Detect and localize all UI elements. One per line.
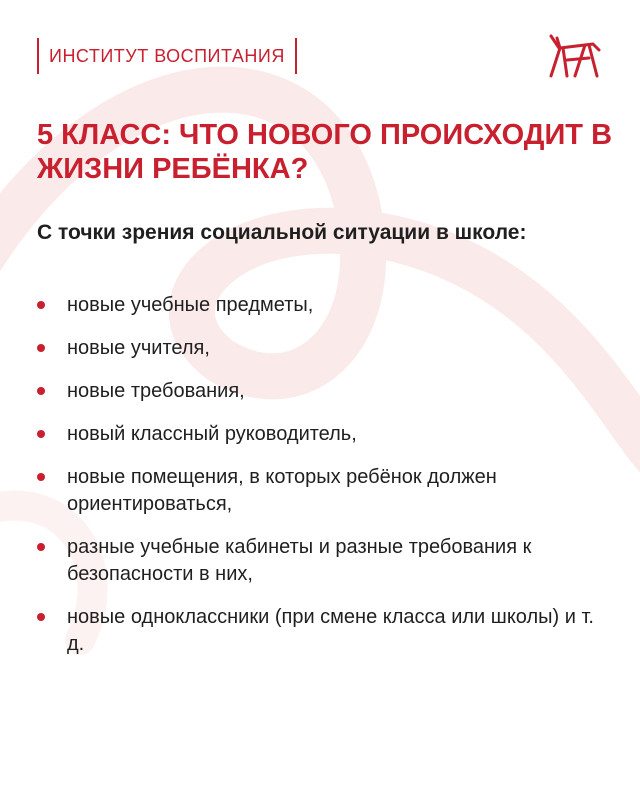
list-item-text: разные учебные кабинеты и разные требования к безопасности в них,	[67, 536, 532, 585]
bullet-dot-icon	[37, 543, 45, 551]
page-title: 5 КЛАСС: ЧТО НОВОГО ПРОИСХОДИТ В ЖИЗНИ РЕБЁНКА?	[37, 119, 613, 185]
list-item	[37, 335, 597, 362]
section-subtitle: С точки зрения социальной ситуации в школе:	[37, 221, 527, 244]
list-item	[37, 604, 597, 658]
list-item	[37, 421, 597, 448]
bullet-dot-icon	[37, 301, 45, 309]
header-right-divider	[295, 38, 297, 74]
bullet-dot-icon	[37, 387, 45, 395]
list-item	[37, 378, 597, 405]
list-item	[37, 464, 597, 518]
list-item-text: новые требования,	[67, 380, 245, 402]
org-name: ИНСТИТУТ ВОСПИТАНИЯ	[49, 45, 285, 66]
bullet-dot-icon	[37, 473, 45, 481]
list-item-text: новые учителя,	[67, 337, 210, 359]
list-item	[37, 534, 597, 588]
changes-list	[37, 292, 597, 674]
list-item-text: новый классный руководитель,	[67, 423, 357, 445]
list-item-text: новые учебные предметы,	[67, 294, 314, 316]
horse-logo-icon	[545, 32, 603, 80]
bullet-dot-icon	[37, 430, 45, 438]
list-item-text: новые помещения, в которых ребёнок должен ориентироваться,	[67, 466, 497, 515]
bullet-dot-icon	[37, 344, 45, 352]
list-item-text: новые одноклассники (при смене класса или школы) и т. д.	[67, 606, 594, 655]
header	[37, 38, 297, 74]
bullet-dot-icon	[37, 613, 45, 621]
list-item	[37, 292, 597, 319]
